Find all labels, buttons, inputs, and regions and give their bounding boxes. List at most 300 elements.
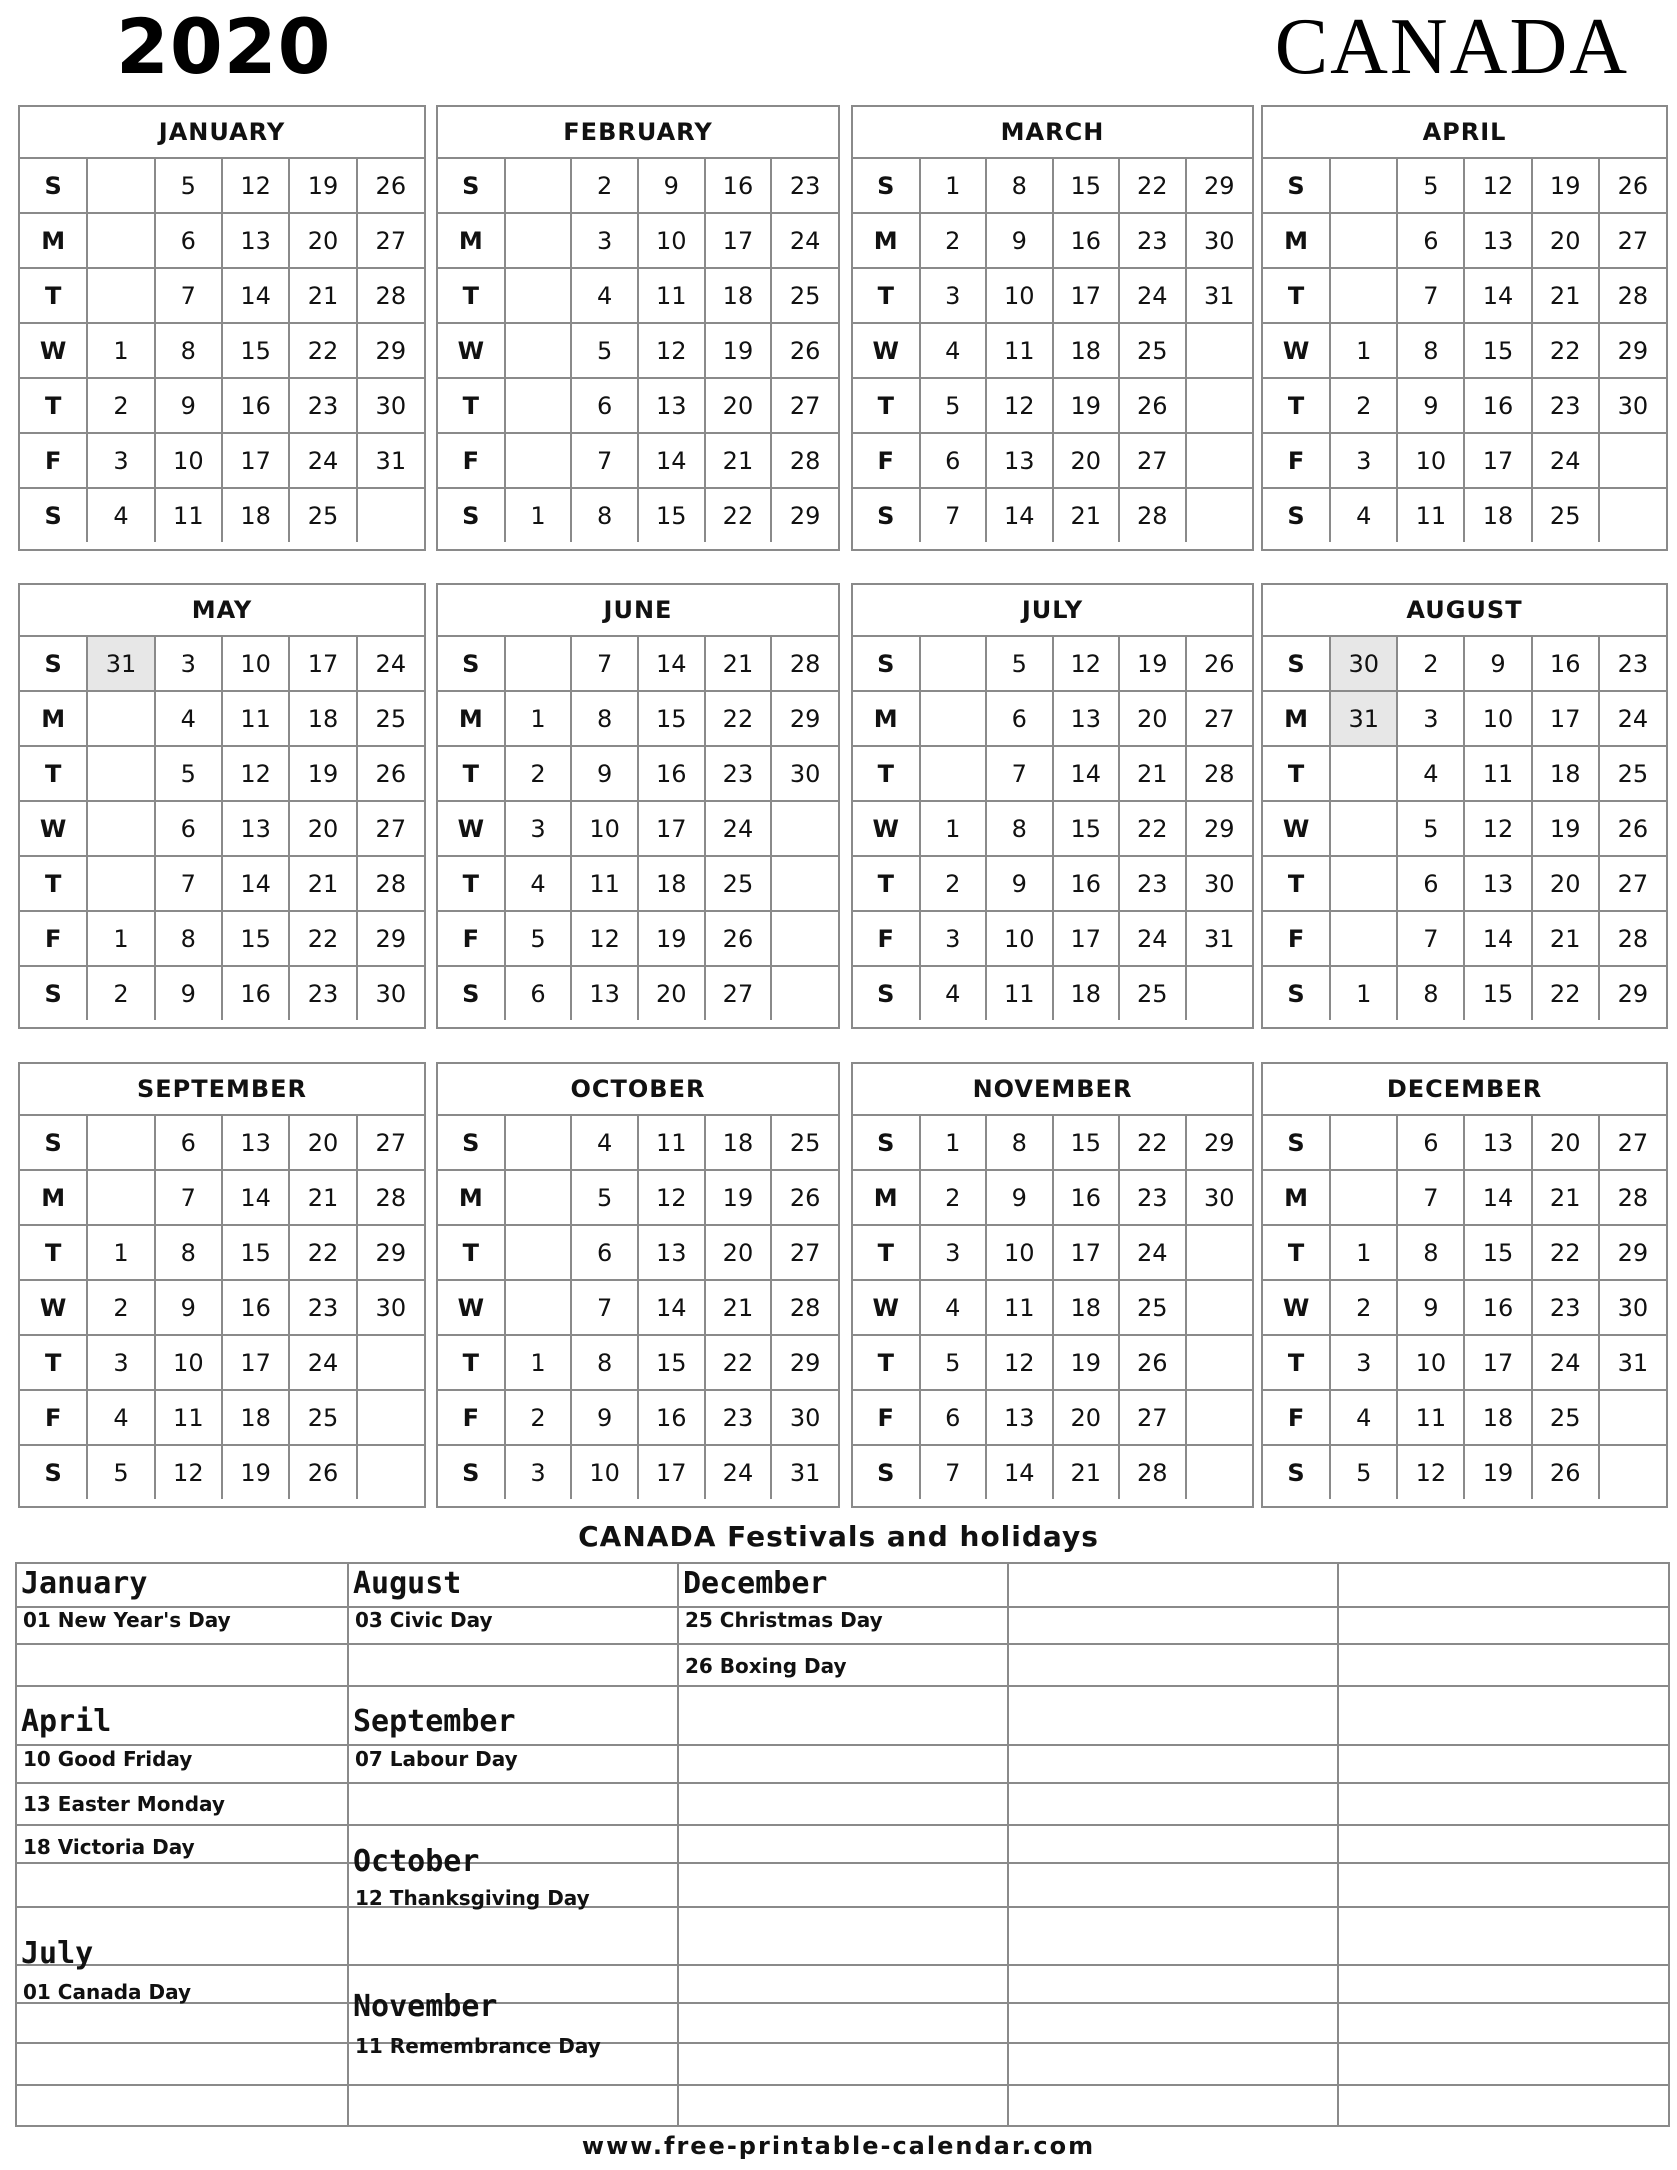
day-cell: 29: [771, 1335, 838, 1390]
day-cell: 9: [986, 213, 1053, 268]
day-cell: 22: [705, 488, 772, 542]
day-cell: [771, 911, 838, 966]
day-cell: 15: [222, 1225, 289, 1280]
day-cell: 20: [1053, 1390, 1120, 1445]
day-cell: 23: [1119, 1170, 1186, 1225]
month-may: [18, 583, 426, 1029]
day-cell: 15: [1464, 966, 1531, 1020]
day-cell: 16: [222, 1280, 289, 1335]
weekday-label: F: [853, 911, 920, 966]
day-cell: [357, 1390, 424, 1445]
day-cell: 28: [357, 268, 424, 323]
day-cell: 28: [1599, 268, 1666, 323]
day-cell: 2: [571, 159, 638, 213]
holiday-month-october: October: [353, 1844, 480, 1879]
day-cell: 26: [1599, 801, 1666, 856]
day-cell: 12: [986, 1335, 1053, 1390]
day-cell: [1186, 488, 1253, 542]
day-cell: 6: [571, 378, 638, 433]
day-cell: 31: [1186, 268, 1253, 323]
day-cell: [357, 1445, 424, 1499]
weekday-label: S: [20, 966, 87, 1020]
day-cell: 15: [1053, 1116, 1120, 1170]
day-cell: 8: [155, 1225, 222, 1280]
holiday-item: 18 Victoria Day: [23, 1835, 195, 1859]
day-cell: [1330, 213, 1397, 268]
day-cell: 3: [920, 268, 987, 323]
day-cell: 1: [920, 1116, 987, 1170]
day-cell: 29: [771, 691, 838, 746]
day-cell: 11: [638, 1116, 705, 1170]
day-cell: [920, 746, 987, 801]
weekday-label: S: [853, 637, 920, 691]
weekday-label: T: [1263, 1225, 1330, 1280]
day-cell: 13: [1464, 856, 1531, 911]
day-cell: 25: [1532, 1390, 1599, 1445]
day-cell: 27: [771, 1225, 838, 1280]
weekday-label: F: [1263, 911, 1330, 966]
holiday-item: 07 Labour Day: [355, 1747, 518, 1771]
day-cell: 21: [705, 433, 772, 488]
day-cell: 14: [638, 433, 705, 488]
day-cell: 1: [505, 1335, 572, 1390]
day-cell: 8: [571, 488, 638, 542]
day-cell: 6: [155, 801, 222, 856]
day-cell: 18: [1464, 1390, 1531, 1445]
weekday-label: S: [1263, 637, 1330, 691]
day-cell: 20: [289, 801, 356, 856]
day-cell: 20: [289, 213, 356, 268]
day-cell: 23: [289, 1280, 356, 1335]
weekday-label: S: [20, 1116, 87, 1170]
day-cell: 26: [1186, 637, 1253, 691]
day-cell: 20: [1532, 856, 1599, 911]
day-cell: 17: [705, 213, 772, 268]
day-cell: 25: [771, 1116, 838, 1170]
weekday-label: W: [853, 801, 920, 856]
month-name: NOVEMBER: [853, 1064, 1252, 1116]
weekday-label: S: [20, 488, 87, 542]
weekday-label: T: [1263, 268, 1330, 323]
weekday-label: M: [438, 213, 505, 268]
weekday-label: S: [438, 488, 505, 542]
day-cell: 8: [155, 323, 222, 378]
weekday-label: S: [853, 1445, 920, 1499]
day-cell: [1330, 746, 1397, 801]
day-cell: 5: [87, 1445, 154, 1499]
day-cell: 17: [1053, 268, 1120, 323]
day-cell: 26: [1532, 1445, 1599, 1499]
day-cell: 23: [1532, 1280, 1599, 1335]
weekday-label: T: [20, 856, 87, 911]
weekday-label: T: [438, 856, 505, 911]
day-cell: 1: [87, 323, 154, 378]
day-cell: 18: [222, 1390, 289, 1445]
day-cell: 3: [1330, 433, 1397, 488]
day-cell: [505, 378, 572, 433]
day-cell: 1: [505, 691, 572, 746]
weekday-label: W: [1263, 1280, 1330, 1335]
day-cell: 22: [705, 691, 772, 746]
day-cell: 19: [1464, 1445, 1531, 1499]
day-cell: 7: [571, 1280, 638, 1335]
day-cell: 18: [1053, 966, 1120, 1020]
day-cell: 13: [222, 801, 289, 856]
day-cell: 26: [289, 1445, 356, 1499]
month-april: [1261, 105, 1668, 551]
day-cell: 2: [1397, 637, 1464, 691]
weekday-label: M: [853, 1170, 920, 1225]
day-cell: 15: [222, 911, 289, 966]
day-cell: 1: [87, 1225, 154, 1280]
month-name: JANUARY: [20, 107, 424, 159]
day-cell: [87, 159, 154, 213]
day-cell: 10: [1397, 433, 1464, 488]
day-cell: 8: [986, 1116, 1053, 1170]
day-cell: 20: [705, 378, 772, 433]
day-cell: 4: [1397, 746, 1464, 801]
day-cell: 6: [920, 1390, 987, 1445]
day-cell: 8: [1397, 966, 1464, 1020]
day-cell: 24: [705, 801, 772, 856]
day-cell: [87, 691, 154, 746]
day-cell: 17: [1053, 1225, 1120, 1280]
day-cell: 25: [771, 268, 838, 323]
day-cell: 19: [1532, 159, 1599, 213]
weekday-label: S: [438, 966, 505, 1020]
day-cell: 2: [1330, 378, 1397, 433]
day-cell: 27: [1599, 213, 1666, 268]
day-cell: 23: [1119, 213, 1186, 268]
day-cell: 12: [1464, 801, 1531, 856]
month-name: SEPTEMBER: [20, 1064, 424, 1116]
day-cell: 2: [505, 1390, 572, 1445]
day-cell: 6: [920, 433, 987, 488]
day-cell: 2: [87, 378, 154, 433]
day-cell: 21: [1532, 1170, 1599, 1225]
day-cell: 6: [571, 1225, 638, 1280]
day-cell: 21: [1053, 488, 1120, 542]
day-cell: [1599, 1445, 1666, 1499]
day-cell: 10: [986, 268, 1053, 323]
day-cell: 29: [1599, 966, 1666, 1020]
day-cell: 29: [1186, 159, 1253, 213]
day-cell: 18: [638, 856, 705, 911]
weekday-label: T: [1263, 378, 1330, 433]
day-cell: 2: [1330, 1280, 1397, 1335]
holiday-item: 01 New Year's Day: [23, 1608, 231, 1632]
day-cell: 30: [771, 746, 838, 801]
day-cell: 30: [1330, 637, 1397, 691]
weekday-label: M: [853, 691, 920, 746]
month-june: [436, 583, 840, 1029]
day-cell: 29: [1599, 1225, 1666, 1280]
day-cell: 31: [1186, 911, 1253, 966]
day-cell: 20: [1053, 433, 1120, 488]
day-cell: 4: [571, 268, 638, 323]
day-cell: 18: [222, 488, 289, 542]
month-name: AUGUST: [1263, 585, 1666, 637]
day-cell: 24: [357, 637, 424, 691]
row-divider: [17, 1643, 1668, 1645]
day-cell: 28: [357, 1170, 424, 1225]
column-divider: [1007, 1564, 1009, 2125]
day-cell: 28: [1119, 1445, 1186, 1499]
day-cell: [87, 801, 154, 856]
holiday-item: 12 Thanksgiving Day: [355, 1886, 590, 1910]
day-cell: 19: [222, 1445, 289, 1499]
row-divider: [17, 1862, 1668, 1864]
day-cell: 10: [155, 1335, 222, 1390]
day-cell: 17: [1464, 1335, 1531, 1390]
day-cell: 25: [1119, 323, 1186, 378]
weekday-label: T: [438, 1225, 505, 1280]
day-cell: 8: [1397, 323, 1464, 378]
weekday-label: S: [438, 1445, 505, 1499]
weekday-label: F: [438, 911, 505, 966]
day-cell: 9: [155, 1280, 222, 1335]
day-cell: 10: [638, 213, 705, 268]
day-cell: [1330, 856, 1397, 911]
day-cell: 19: [289, 159, 356, 213]
weekday-label: S: [1263, 966, 1330, 1020]
weekday-label: T: [438, 746, 505, 801]
day-cell: 17: [1532, 691, 1599, 746]
day-cell: 14: [638, 1280, 705, 1335]
day-cell: 16: [1053, 1170, 1120, 1225]
day-cell: 31: [1599, 1335, 1666, 1390]
day-cell: 23: [1599, 637, 1666, 691]
day-cell: 6: [155, 1116, 222, 1170]
weekday-label: T: [438, 378, 505, 433]
weekday-label: F: [853, 433, 920, 488]
day-cell: 8: [1397, 1225, 1464, 1280]
weekday-label: S: [1263, 1116, 1330, 1170]
weekday-label: S: [1263, 488, 1330, 542]
day-cell: 21: [289, 1170, 356, 1225]
day-cell: 23: [1532, 378, 1599, 433]
day-cell: 8: [155, 911, 222, 966]
holiday-item: 10 Good Friday: [23, 1747, 193, 1771]
day-cell: 9: [986, 856, 1053, 911]
weekday-label: W: [20, 323, 87, 378]
day-cell: 4: [1330, 488, 1397, 542]
day-cell: 13: [222, 213, 289, 268]
day-cell: 18: [1532, 746, 1599, 801]
day-cell: 1: [920, 801, 987, 856]
day-cell: 25: [357, 691, 424, 746]
day-cell: 21: [1053, 1445, 1120, 1499]
day-cell: 13: [571, 966, 638, 1020]
holiday-month-august: August: [353, 1566, 462, 1601]
day-cell: 9: [1464, 637, 1531, 691]
day-cell: 28: [1119, 488, 1186, 542]
day-cell: 31: [357, 433, 424, 488]
day-cell: 25: [1119, 1280, 1186, 1335]
weekday-label: S: [1263, 1445, 1330, 1499]
day-cell: 19: [1053, 378, 1120, 433]
day-cell: 11: [1397, 1390, 1464, 1445]
day-cell: 22: [1532, 323, 1599, 378]
day-cell: [920, 637, 987, 691]
day-cell: 6: [505, 966, 572, 1020]
day-cell: 30: [1186, 213, 1253, 268]
day-cell: 5: [1397, 159, 1464, 213]
day-cell: 14: [986, 488, 1053, 542]
day-cell: 14: [638, 637, 705, 691]
day-cell: [1330, 1116, 1397, 1170]
weekday-label: W: [1263, 323, 1330, 378]
day-cell: [1330, 911, 1397, 966]
column-divider: [1337, 1564, 1339, 2125]
weekday-label: F: [20, 433, 87, 488]
day-cell: 22: [1119, 801, 1186, 856]
weekday-label: W: [20, 801, 87, 856]
holidays-table: [15, 1562, 1670, 2127]
row-divider: [17, 1744, 1668, 1746]
day-cell: 6: [1397, 856, 1464, 911]
day-cell: 28: [1186, 746, 1253, 801]
day-cell: 25: [1599, 746, 1666, 801]
day-cell: 25: [289, 1390, 356, 1445]
day-cell: 26: [1599, 159, 1666, 213]
day-cell: 3: [920, 911, 987, 966]
day-cell: 7: [571, 433, 638, 488]
day-cell: 25: [1532, 488, 1599, 542]
weekday-label: S: [853, 966, 920, 1020]
day-cell: 13: [638, 378, 705, 433]
day-cell: 16: [222, 966, 289, 1020]
day-cell: 24: [289, 433, 356, 488]
day-cell: 29: [357, 911, 424, 966]
day-cell: 7: [920, 488, 987, 542]
day-cell: 4: [1330, 1390, 1397, 1445]
country-title: CANADA: [1274, 3, 1629, 91]
day-cell: 23: [289, 966, 356, 1020]
day-cell: 22: [289, 323, 356, 378]
month-name: FEBRUARY: [438, 107, 838, 159]
day-cell: 5: [986, 637, 1053, 691]
day-cell: 7: [1397, 911, 1464, 966]
day-cell: 5: [155, 159, 222, 213]
day-cell: 17: [638, 801, 705, 856]
day-cell: 21: [289, 856, 356, 911]
holiday-month-april: April: [21, 1704, 112, 1739]
day-cell: 28: [771, 637, 838, 691]
day-cell: 17: [1053, 911, 1120, 966]
day-cell: 27: [1119, 1390, 1186, 1445]
day-cell: 22: [1532, 1225, 1599, 1280]
day-cell: 19: [1119, 637, 1186, 691]
day-cell: 9: [571, 1390, 638, 1445]
row-divider: [17, 2002, 1668, 2004]
day-cell: 12: [155, 1445, 222, 1499]
weekday-label: F: [853, 1390, 920, 1445]
day-cell: 31: [1330, 691, 1397, 746]
day-cell: 8: [986, 801, 1053, 856]
day-cell: 21: [1532, 268, 1599, 323]
month-february: [436, 105, 840, 551]
day-cell: 9: [638, 159, 705, 213]
day-cell: 10: [1397, 1335, 1464, 1390]
day-cell: 13: [222, 1116, 289, 1170]
holiday-item: 25 Christmas Day: [685, 1608, 883, 1632]
weekday-label: W: [853, 323, 920, 378]
day-cell: 16: [1532, 637, 1599, 691]
weekday-label: S: [438, 1116, 505, 1170]
weekday-label: M: [20, 691, 87, 746]
day-cell: [505, 323, 572, 378]
day-cell: 15: [638, 691, 705, 746]
day-cell: 8: [571, 691, 638, 746]
row-divider: [17, 1964, 1668, 1966]
day-cell: [1599, 488, 1666, 542]
month-september: [18, 1062, 426, 1508]
holiday-month-july: July: [21, 1936, 94, 1971]
day-cell: [505, 1280, 572, 1335]
weekday-label: S: [20, 637, 87, 691]
weekday-label: T: [438, 1335, 505, 1390]
day-cell: [505, 213, 572, 268]
holiday-month-september: September: [353, 1704, 516, 1739]
day-cell: 14: [1464, 1170, 1531, 1225]
day-cell: 12: [638, 323, 705, 378]
day-cell: 3: [505, 801, 572, 856]
day-cell: 20: [289, 1116, 356, 1170]
day-cell: 30: [1186, 1170, 1253, 1225]
day-cell: 27: [771, 378, 838, 433]
weekday-label: F: [1263, 433, 1330, 488]
day-cell: 18: [705, 1116, 772, 1170]
day-cell: 18: [705, 268, 772, 323]
day-cell: 11: [986, 966, 1053, 1020]
day-cell: 5: [920, 1335, 987, 1390]
day-cell: 25: [289, 488, 356, 542]
day-cell: 17: [1464, 433, 1531, 488]
day-cell: 23: [1119, 856, 1186, 911]
day-cell: 13: [1464, 213, 1531, 268]
day-cell: 3: [155, 637, 222, 691]
day-cell: 24: [1119, 911, 1186, 966]
day-cell: 7: [986, 746, 1053, 801]
day-cell: 19: [705, 1170, 772, 1225]
day-cell: [87, 1116, 154, 1170]
weekday-label: S: [853, 159, 920, 213]
month-november: [851, 1062, 1254, 1508]
day-cell: 11: [155, 488, 222, 542]
weekday-label: T: [853, 746, 920, 801]
day-cell: [87, 268, 154, 323]
day-cell: 27: [357, 801, 424, 856]
day-cell: 31: [87, 637, 154, 691]
day-cell: 4: [155, 691, 222, 746]
day-cell: 7: [1397, 1170, 1464, 1225]
day-cell: 10: [986, 1225, 1053, 1280]
weekday-label: W: [853, 1280, 920, 1335]
day-cell: [1330, 159, 1397, 213]
day-cell: 30: [357, 966, 424, 1020]
holiday-item: 01 Canada Day: [23, 1980, 191, 2004]
day-cell: 16: [705, 159, 772, 213]
website-footer: www.free-printable-calendar.com: [581, 2132, 1096, 2160]
day-cell: [505, 1170, 572, 1225]
weekday-label: M: [1263, 1170, 1330, 1225]
weekday-label: T: [1263, 1335, 1330, 1390]
day-cell: [505, 1116, 572, 1170]
weekday-label: T: [20, 268, 87, 323]
day-cell: [1186, 1445, 1253, 1499]
day-cell: 9: [1397, 1280, 1464, 1335]
